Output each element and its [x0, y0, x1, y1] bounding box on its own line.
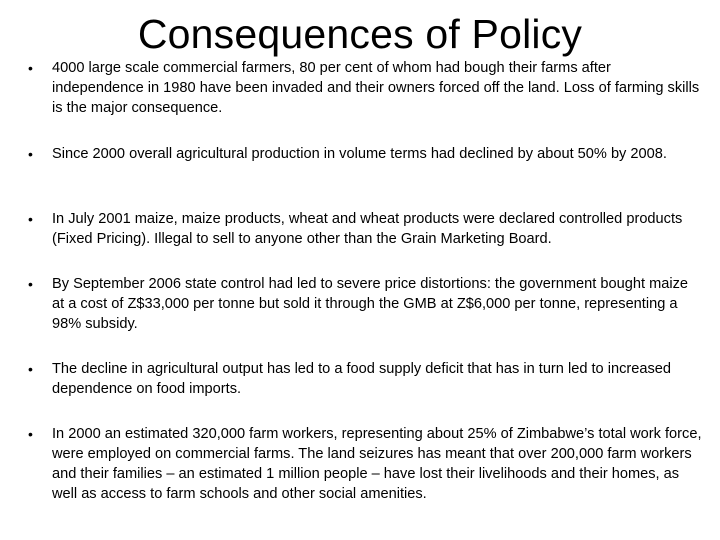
- bullet-text: In July 2001 maize, maize products, wheat and wheat products were declared controlled products (Fixed Pricing). Illegal to sell to anyone other than the Grain Marketing Board.: [52, 211, 683, 247]
- bullet-marker: •: [28, 146, 33, 162]
- bullet-marker: •: [28, 361, 33, 377]
- bullet-marker: •: [28, 276, 33, 292]
- bullet-marker: •: [28, 211, 33, 227]
- bullet-text: By September 2006 state control had led to severe price distortions: the government bought maize at a cost of Z$33,000 per tonne but sold it through the GMB at Z$6,000 per tonne, representing a 98% subsidy.: [52, 276, 689, 332]
- bullet-text: In 2000 an estimated 320,000 farm workers, representing about 25% of Zimbabwe’s total work force, were employed on commercial farms. The land seizures has meant that over 200,000 farm workers and their families – an estimated 1 million people – have lost their livelihoods and their homes, as well as access to farm schools and other social amenities.: [52, 426, 702, 502]
- bullet-marker: •: [28, 60, 33, 76]
- bullet-text: 4000 large scale commercial farmers, 80 per cent of whom had bough their farms after independence in 1980 have been invaded and their owners forced off the land. Loss of farming skills is the major consequence.: [52, 60, 700, 116]
- bullet-marker: •: [28, 426, 33, 442]
- slide-title: Consequences of Policy: [137, 11, 583, 57]
- bullet-text: Since 2000 overall agricultural production in volume terms had declined by about 50% by 2008.: [52, 146, 667, 162]
- bullet-text: The decline in agricultural output has led to a food supply deficit that has in turn led to increased dependence on food imports.: [52, 361, 671, 397]
